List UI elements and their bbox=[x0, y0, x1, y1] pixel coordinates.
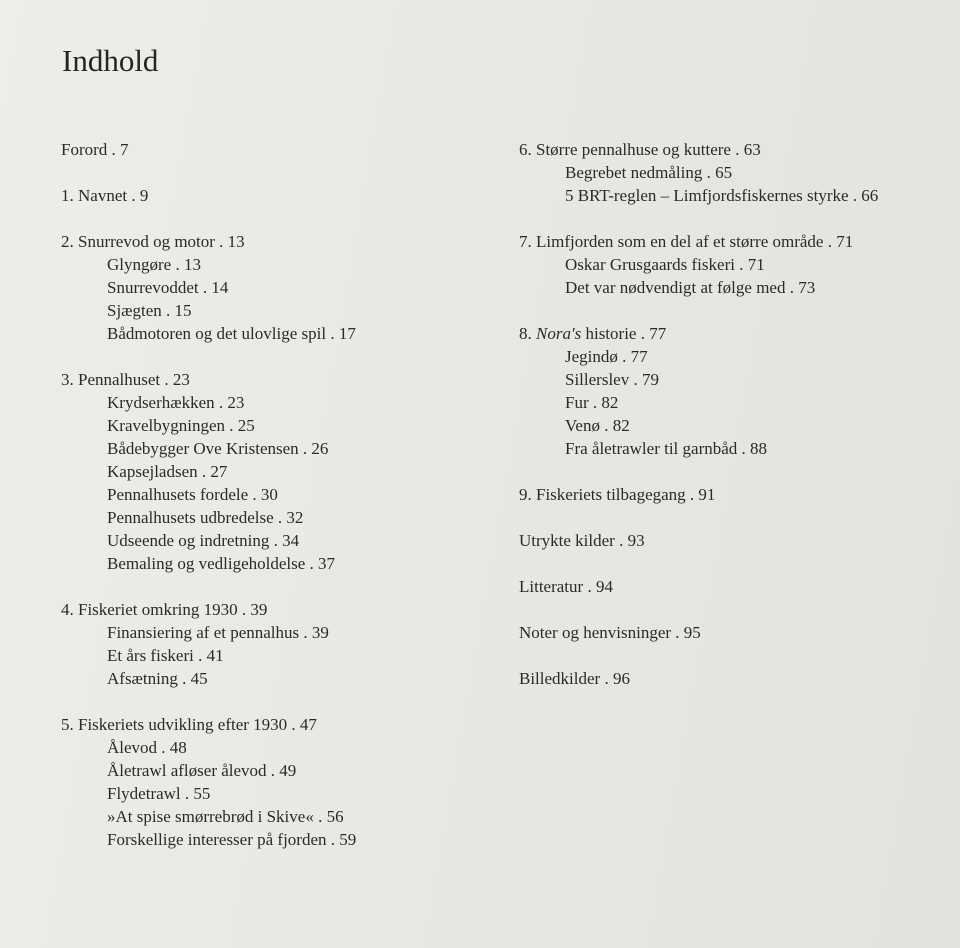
chapter-italic-title: Nora's bbox=[536, 324, 582, 343]
subsection-entry: Pennalhusets fordele . 30 bbox=[107, 485, 278, 504]
toc-chapter bbox=[519, 667, 939, 690]
chapter-title: Billedkilder . 96 bbox=[519, 669, 630, 688]
subsection-entry: Kapsejladsen . 27 bbox=[107, 462, 228, 481]
subsection-entry: Forskellige interesser på fjorden . 59 bbox=[107, 830, 357, 849]
chapter-title: 1. Navnet . 9 bbox=[61, 186, 149, 205]
subsection-entry: Snurrevoddet . 14 bbox=[107, 278, 229, 297]
chapter-title-rest: historie . 77 bbox=[581, 324, 667, 343]
subsection-entry: Oskar Grusgaards fiskeri . 71 bbox=[565, 255, 765, 274]
chapter-title: 2. Snurrevod og motor . 13 bbox=[61, 232, 245, 251]
chapter-title bbox=[519, 322, 939, 345]
toc-chapter bbox=[61, 368, 481, 575]
toc-chapter bbox=[519, 621, 939, 644]
subsection-entry: Sillerslev . 79 bbox=[565, 370, 659, 389]
subsection-entry: Flydetrawl . 55 bbox=[107, 784, 211, 803]
subsection-entry: Udseende og indretning . 34 bbox=[107, 531, 300, 550]
toc-chapter bbox=[61, 230, 481, 345]
subsection-entry: Pennalhusets udbredelse . 32 bbox=[107, 508, 304, 527]
subsection-entry: Finansiering af et pennalhus . 39 bbox=[107, 623, 329, 642]
subsection-entry: Åletrawl afløser ålevod . 49 bbox=[107, 761, 297, 780]
toc-right-column bbox=[519, 138, 939, 713]
toc-chapter bbox=[61, 138, 481, 161]
chapter-title: 5. Fiskeriets udvikling efter 1930 . 47 bbox=[61, 715, 317, 734]
chapter-title: Utrykte kilder . 93 bbox=[519, 531, 645, 550]
toc-chapter bbox=[519, 138, 939, 207]
toc-chapter bbox=[519, 322, 939, 460]
subsection-entry: Fur . 82 bbox=[565, 393, 619, 412]
toc-chapter bbox=[61, 184, 481, 207]
chapter-title: 6. Større pennalhuse og kuttere . 63 bbox=[519, 140, 761, 159]
chapter-title: 7. Limfjorden som en del af et større område . 71 bbox=[519, 232, 854, 251]
toc-chapter bbox=[519, 230, 939, 299]
toc-left-column bbox=[61, 138, 481, 874]
subsection-entry: Ålevod . 48 bbox=[107, 738, 187, 757]
chapter-number: 8. bbox=[519, 324, 536, 343]
subsection-entry: Kravelbygningen . 25 bbox=[107, 416, 255, 435]
subsection-entry: Jegindø . 77 bbox=[565, 347, 648, 366]
chapter-title: Forord . 7 bbox=[61, 140, 129, 159]
subsection-entry: Bemaling og vedligeholdelse . 37 bbox=[107, 554, 336, 573]
toc-chapter bbox=[519, 575, 939, 598]
subsection-entry: Krydserhækken . 23 bbox=[107, 393, 245, 412]
subsection-entry: Et års fiskeri . 41 bbox=[107, 646, 224, 665]
toc-chapter bbox=[519, 483, 939, 506]
subsection-entry: Afsætning . 45 bbox=[107, 669, 208, 688]
subsection-entry: Venø . 82 bbox=[565, 416, 630, 435]
chapter-title: 4. Fiskeriet omkring 1930 . 39 bbox=[61, 600, 268, 619]
subsection-entry: Begrebet nedmåling . 65 bbox=[565, 163, 733, 182]
subsection-entry: 5 BRT-reglen – Limfjordsfiskernes styrke . 66 bbox=[565, 186, 879, 205]
toc-chapter bbox=[61, 713, 481, 851]
subsection-entry: »At spise smørrebrød i Skive« . 56 bbox=[107, 807, 344, 826]
chapter-title: Noter og henvisninger . 95 bbox=[519, 623, 701, 642]
toc-chapter bbox=[61, 598, 481, 690]
subsection-entry: Det var nødvendigt at følge med . 73 bbox=[565, 278, 816, 297]
subsection-entry: Glyngøre . 13 bbox=[107, 255, 201, 274]
toc-chapter bbox=[519, 529, 939, 552]
page-title: Indhold bbox=[62, 42, 159, 78]
chapter-title: 3. Pennalhuset . 23 bbox=[61, 370, 190, 389]
subsection-entry: Sjægten . 15 bbox=[107, 301, 192, 320]
chapter-title: 9. Fiskeriets tilbagegang . 91 bbox=[519, 485, 716, 504]
chapter-title: Litteratur . 94 bbox=[519, 577, 613, 596]
subsection-entry: Bådmotoren og det ulovlige spil . 17 bbox=[107, 324, 356, 343]
subsection-entry: Fra åletrawler til garnbåd . 88 bbox=[565, 439, 768, 458]
subsection-entry: Bådebygger Ove Kristensen . 26 bbox=[107, 439, 329, 458]
